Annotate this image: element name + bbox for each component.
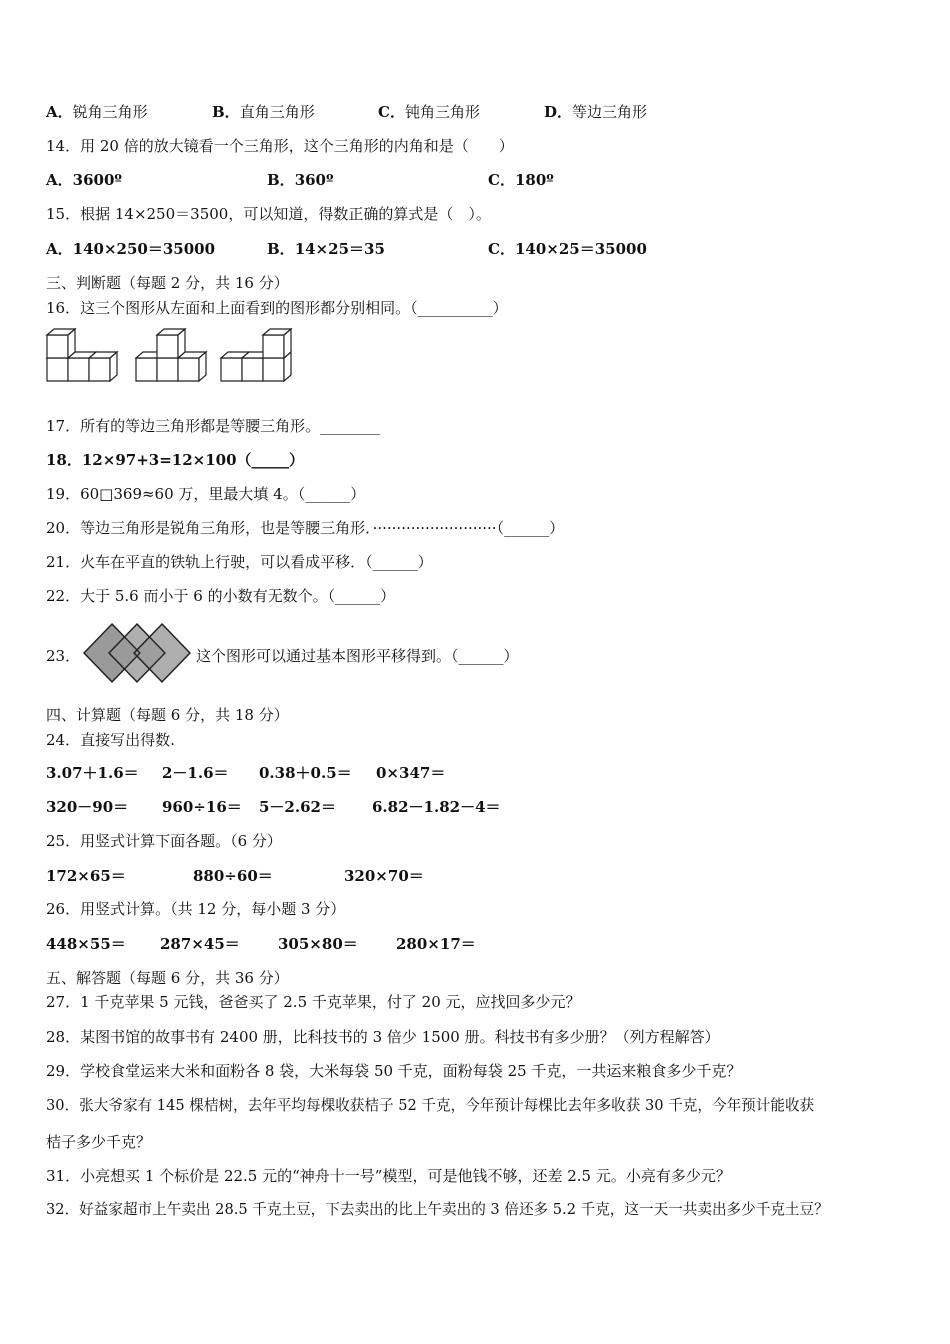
q23-number: 23． xyxy=(46,647,81,665)
q32-stem: 32．好益家超市上午卖出 28.5 千克土豆，下去卖出的比上午卖出的 3 倍还多 5.2 千克，这一天一共卖出多少千克土豆？ xyxy=(46,1201,829,1218)
q21-stem: 21．火车在平直的铁轨上行驶，可以看成平移．（______） xyxy=(46,553,433,571)
q16-stem: 16．这三个图形从左面和上面看到的图形都分别相同。（__________） xyxy=(46,299,508,317)
q25-expr: 880÷60＝ xyxy=(193,867,273,885)
q15-option-b: B．14×25＝35 xyxy=(267,240,385,258)
q26-expr: 448×55＝ xyxy=(46,935,126,953)
q14-stem: 14．用 20 倍的放大镜看一个三角形，这个三角形的内角和是（ ） xyxy=(46,137,514,155)
q23-diamond-figure xyxy=(82,622,194,684)
q13-option-d: D．等边三角形 xyxy=(544,103,648,121)
q27-stem: 27．1 千克苹果 5 元钱，爸爸买了 2.5 千克苹果，付了 20 元，应找回多少元？ xyxy=(46,993,581,1011)
section-3-title: 三、判断题（每题 2 分，共 16 分） xyxy=(46,274,289,292)
q14-option-b: B．360º xyxy=(267,171,334,189)
q25-expr: 172×65＝ xyxy=(46,867,126,885)
q26-expr: 305×80＝ xyxy=(278,935,358,953)
q31-stem: 31．小亮想买 1 个标价是 22.5 元的“神舟十一号”模型，可是他钱不够，还差 2.5 元。小亮有多少元？ xyxy=(46,1167,731,1185)
q25-expr: 320×70＝ xyxy=(344,867,424,885)
section-5-title: 五、解答题（每题 6 分，共 36 分） xyxy=(46,969,289,987)
q15-stem: 15．根据 14×250＝3500，可以知道，得数正确的算式是（ ）。 xyxy=(46,205,491,223)
q13-option-c: C．钝角三角形 xyxy=(378,103,480,121)
q24-expr: 2－1.6＝ xyxy=(162,764,229,782)
q22-stem: 22．大于 5.6 而小于 6 的小数有无数个。（______） xyxy=(46,587,396,605)
q13-option-b: B．直角三角形 xyxy=(212,103,315,121)
q14-option-a: A．3600º xyxy=(46,171,122,189)
q15-option-c: C．140×25＝35000 xyxy=(488,240,647,258)
q24-expr: 960÷16＝ xyxy=(162,798,242,816)
q13-option-a: A．锐角三角形 xyxy=(46,103,148,121)
q24-expr: 6.82－1.82－4＝ xyxy=(372,798,501,816)
q24-expr: 0.38＋0.5＝ xyxy=(259,764,352,782)
cube-figure-1 xyxy=(47,329,117,381)
cube-figure-2 xyxy=(136,329,206,381)
q14-option-c: C．180º xyxy=(488,171,554,189)
q20-stem: 20．等边三角形是锐角三角形，也是等腰三角形．··························（______） xyxy=(46,519,565,537)
q24-expr: 3.07＋1.6＝ xyxy=(46,764,139,782)
q26-stem: 26．用竖式计算。（共 12 分，每小题 3 分） xyxy=(46,900,346,918)
q25-stem: 25．用竖式计算下面各题。（6 分） xyxy=(46,832,282,850)
q30-stem-continued: 桔子多少千克？ xyxy=(46,1133,152,1151)
q26-expr: 287×45＝ xyxy=(160,935,240,953)
section-4-title: 四、计算题（每题 6 分，共 18 分） xyxy=(46,706,289,724)
cube-figure-3 xyxy=(221,329,291,381)
q16-cube-figures xyxy=(44,328,304,386)
q26-expr: 280×17＝ xyxy=(396,935,476,953)
q24-expr: 320－90＝ xyxy=(46,798,129,816)
q19-stem: 19．60□369≈60 万，里最大填 4。（______） xyxy=(46,485,366,503)
q24-expr: 0×347＝ xyxy=(376,764,446,782)
q15-option-a: A．140×250＝35000 xyxy=(46,240,216,258)
q30-stem: 30．张大爷家有 145 棵桔树，去年平均每棵收获桔子 52 千克，今年预计每棵比去年多收获 30 千克，今年预计能收获 xyxy=(46,1097,815,1114)
q23-stem: 这个图形可以通过基本图形平移得到。（______） xyxy=(196,647,519,665)
q24-stem: 24．直接写出得数. xyxy=(46,731,175,749)
q28-stem: 28．某图书馆的故事书有 2400 册，比科技书的 3 倍少 1500 册。科技书有多少册？（列方程解答） xyxy=(46,1028,720,1046)
q29-stem: 29．学校食堂运来大米和面粉各 8 袋，大米每袋 50 千克，面粉每袋 25 千克，一共运来粮食多少千克？ xyxy=(46,1062,742,1080)
q24-expr: 5－2.62＝ xyxy=(259,798,336,816)
q17-stem: 17．所有的等边三角形都是等腰三角形。________ xyxy=(46,417,381,435)
q18-stem: 18．12×97+3=12×100（_____） xyxy=(46,451,305,469)
